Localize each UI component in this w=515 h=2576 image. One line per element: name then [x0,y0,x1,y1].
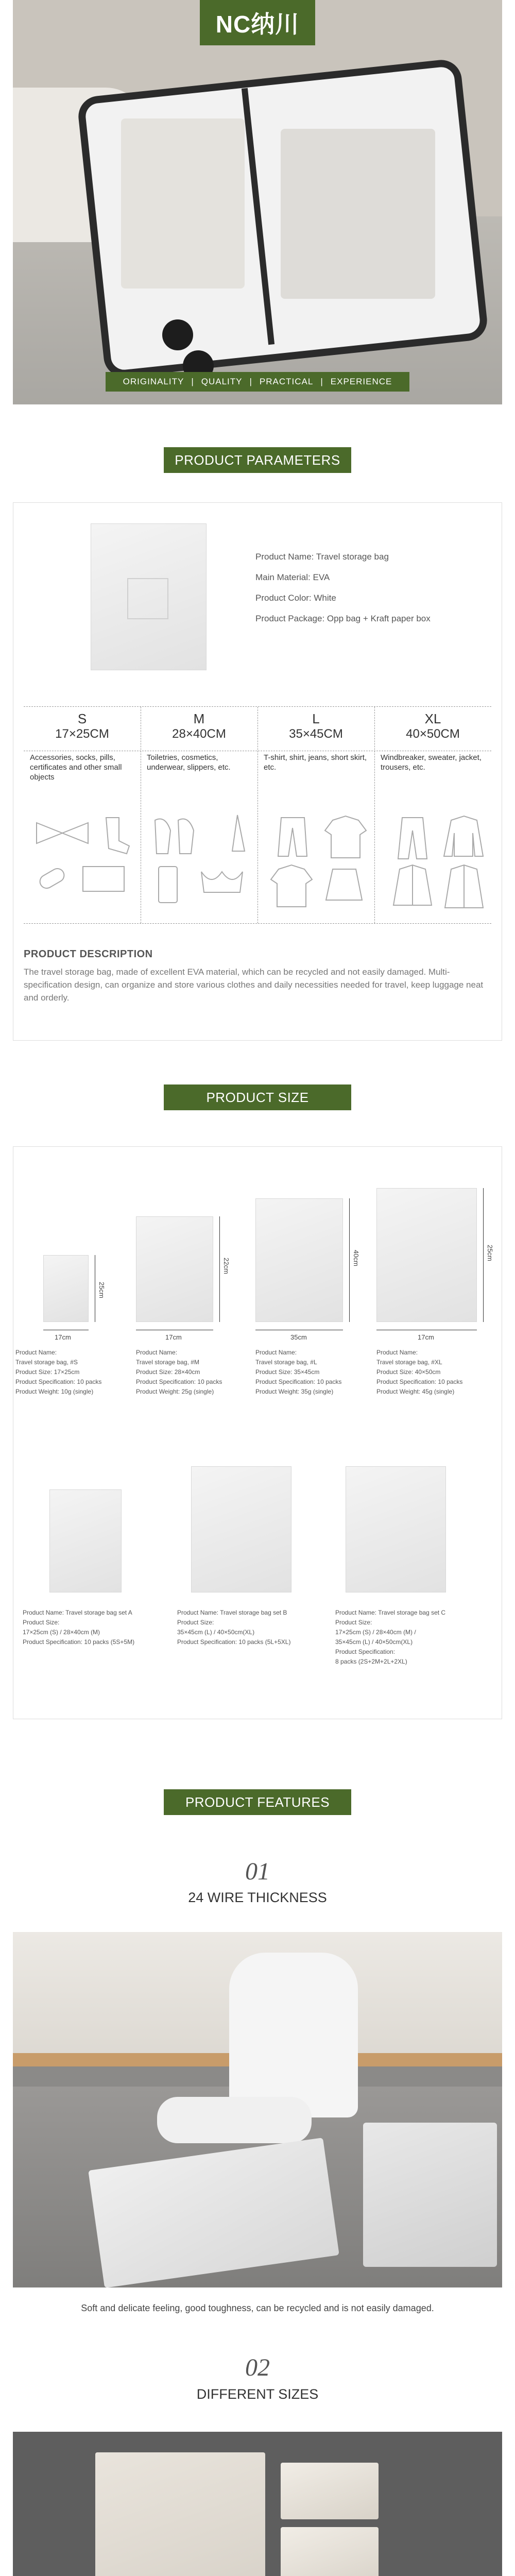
info-line: Product Size: 28×40cm [136,1368,200,1376]
dim-width-label-xl: 17cm [418,1333,434,1341]
feature-2-photo [13,2432,502,2576]
info-line: 8 packs (2S+2M+2L+2XL) [335,1658,407,1665]
bag-l [255,1198,343,1322]
feature-2-number: 02 [245,2354,270,2381]
feature-1-title: 24 WIRE THICKNESS [188,1890,327,1905]
coat-icon [445,865,483,908]
folded-clothes [121,118,245,289]
brand-logo-text: NC纳川 [215,11,300,38]
info-line: Product Name: [255,1349,297,1356]
size-table [24,706,491,924]
size-title: PRODUCT SIZE [164,1084,351,1110]
skirt-icon [326,869,362,900]
tube-icon [232,815,245,851]
size-use: Toiletries, cosmetics, underwear, slippers, etc. [147,753,231,772]
feature-2-title: DIFFERENT SIZES [196,2386,319,2402]
bag-s-info [15,1348,131,1397]
jacket-icon [393,865,432,905]
bag-xl-photo [95,2452,265,2576]
pill-icon [38,866,66,891]
info-line: Product Specification: 10 packs [136,1378,222,1385]
info-line: Product Specification: [335,1648,396,1655]
bag-set-a [49,1489,122,1592]
tagline-item: QUALITY [201,377,243,386]
jeans-icon [278,818,307,856]
param-line: Product Name: Travel storage bag [255,552,389,562]
dim-width-label-l: 35cm [290,1333,307,1341]
card-icon [83,867,124,891]
bag-s-photo-2 [281,2527,379,2576]
info-line: Product Size: 17×25cm [15,1368,80,1376]
info-line: Product Specification: 10 packs [376,1378,463,1385]
dim-height-m [219,1216,220,1322]
feature-1-caption: Soft and delicate feeling, good toughness, can be recycled and is not easily damaged. [81,2303,434,2313]
tshirt-icon [271,865,312,907]
size-col-m [141,707,258,772]
tagline-separator: | [249,377,252,386]
info-line: Product Size: [23,1619,60,1626]
brand-logo [200,0,315,45]
bag-xl-info [376,1348,492,1397]
wheel-left [162,319,193,350]
info-line: Product Size: 35×45cm [255,1368,320,1376]
trousers-icon [398,818,427,859]
info-line: 17×25cm (S) / 28×40cm (M) / [335,1629,416,1636]
info-line: Product Specification: 10 packs (5S+5M) [23,1638,135,1646]
tagline-item: EXPERIENCE [330,377,392,386]
bow-tie-icon [37,823,88,843]
features-title: PRODUCT FEATURES [164,1789,351,1815]
dim-height-label-s: 25cm [98,1282,106,1298]
info-line: Product Name: Travel storage bag set A [23,1609,132,1616]
param-line: Main Material: EVA [255,572,330,582]
info-line: Product Weight: 25g (single) [136,1388,214,1395]
parameters-lines [255,547,431,629]
dim-height-label-l: 40cm [352,1250,360,1266]
info-line: Product Specification: 10 packs (5L+5XL) [177,1638,291,1646]
bag-s-photo [281,2463,379,2519]
set-c-info [335,1608,495,1667]
info-line: Product Size: [177,1619,214,1626]
storage-bag-2 [363,2123,497,2267]
set-b-info [177,1608,332,1647]
sock-icon [106,818,129,854]
info-line: Product Name: Travel storage bag set B [177,1609,287,1616]
info-line: Product Weight: 35g (single) [255,1388,334,1395]
info-line: Product Name: Travel storage bag set C [335,1609,446,1616]
info-line: Travel storage bag, #XL [376,1359,442,1366]
bag-s [43,1255,89,1322]
bag-m [136,1216,213,1322]
description-title: PRODUCT DESCRIPTION [24,948,153,960]
tagline-bar [106,372,409,392]
description-text: The travel storage bag, made of excellent EVA material, which can be recycled and not easily damaged. Multi-specification design, can organize and store various clothes and daily necessities needed for travel, keep luggage neat and orderly. [24,967,484,1003]
parameters-title: PRODUCT PARAMETERS [164,447,351,473]
info-line: Travel storage bag, #L [255,1359,317,1366]
param-line: Product Color: White [255,593,336,603]
feature-1-number: 01 [245,1858,270,1885]
info-line: Product Name: [15,1349,57,1356]
size-col-xl [374,707,491,772]
bag-m-info [136,1348,252,1397]
bag-print-icon [127,578,168,619]
bottle-icon [159,867,177,903]
dim-width-label-m: 17cm [165,1333,182,1341]
size-label: M [193,711,205,726]
size-dims: 28×40CM [172,727,226,741]
slippers-icon [155,819,194,854]
feature-1-photo [13,1932,502,2287]
info-line: Travel storage bag, #S [15,1359,78,1366]
param-line: Product Package: Opp bag + Kraft paper box [255,614,431,623]
underwear-icon [201,872,243,892]
tagline-separator: | [320,377,323,386]
parameters-panel [13,502,502,1041]
info-line: Product Size: [335,1619,372,1626]
set-a-info [23,1608,177,1647]
dim-height-xl [483,1188,484,1322]
size-col-l [258,707,374,772]
dim-width-label-s: 17cm [55,1333,71,1341]
dim-height-l [349,1198,350,1322]
size-use: Windbreaker, sweater, jacket, trousers, etc. [381,753,482,772]
info-line: Product Name: [136,1349,178,1356]
sweater-icon [444,816,483,856]
info-line: 17×25cm (S) / 28×40cm (M) [23,1629,100,1636]
tagline-separator: | [191,377,194,386]
size-item-icons [24,810,491,918]
person-legs [157,2097,312,2143]
size-dims: 35×45CM [289,727,343,741]
hero-photo [13,0,502,404]
info-line: Product Specification: 10 packs [15,1378,102,1385]
size-label: XL [424,711,441,726]
info-line: Product Weight: 45g (single) [376,1388,455,1395]
info-line: 35×45cm (L) / 40×50cm(XL) [177,1629,255,1636]
product-bag-image [91,523,207,670]
info-line: Product Specification: 10 packs [255,1378,342,1385]
bag-l-info [255,1348,371,1397]
tagline-item: PRACTICAL [259,377,314,386]
size-use: Accessories, socks, pills, certificates and other small objects [30,753,122,782]
tagline-item: ORIGINALITY [123,377,184,386]
size-dims: 17×25CM [55,727,109,741]
bag-set-b [191,1466,291,1592]
shirt-icon [325,816,366,858]
bag-xl [376,1188,477,1322]
size-use: T-shirt, shirt, jeans, short skirt, etc. [264,753,367,772]
info-line: Travel storage bag, #M [136,1359,199,1366]
info-line: Product Weight: 10g (single) [15,1388,94,1395]
size-label: L [312,711,320,726]
size-label: S [77,711,87,726]
info-line: Product Size: 40×50cm [376,1368,441,1376]
size-panel [13,1146,502,1719]
person-body [229,1953,358,2117]
info-line: 35×45cm (L) / 40×50cm(XL) [335,1638,413,1646]
dim-height-label-xl: 25cm [486,1245,494,1261]
size-col-s [24,707,141,782]
dim-height-label-m: 22cm [222,1258,230,1274]
folded-clothes-right [281,129,435,299]
info-line: Product Name: [376,1349,418,1356]
size-dims: 40×50CM [406,727,460,741]
bag-set-c [346,1466,446,1592]
